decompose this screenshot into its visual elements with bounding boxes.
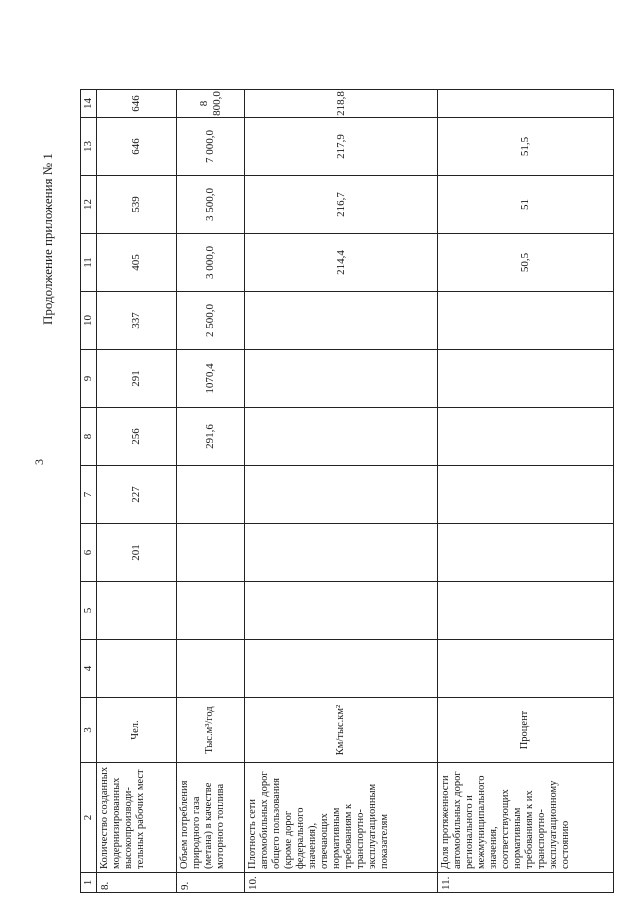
- value-cell: [177, 466, 245, 524]
- value-cell: [438, 350, 614, 408]
- table-row: [438, 90, 614, 893]
- page-number: 3: [32, 459, 46, 465]
- header-cell: 1: [81, 873, 97, 893]
- value-cell: 201: [97, 524, 177, 582]
- value-cell: 2 500,0: [177, 292, 245, 350]
- value-cell: [245, 466, 438, 524]
- value-cell: 291: [97, 350, 177, 408]
- header-cell: 14: [81, 90, 97, 118]
- continuation-title: Продолжение приложения № 1: [40, 153, 55, 325]
- header-cell: 12: [81, 176, 97, 234]
- unit-cell: Процент: [438, 698, 614, 763]
- value-cell: [438, 292, 614, 350]
- value-cell: [438, 524, 614, 582]
- header-cell: 11: [81, 234, 97, 292]
- header-cell: 8: [81, 408, 97, 466]
- header-cell: 3: [81, 698, 97, 763]
- table-row: [245, 90, 438, 893]
- value-cell: 539: [97, 176, 177, 234]
- value-cell: 3 500,0: [177, 176, 245, 234]
- value-cell: 3 000,0: [177, 234, 245, 292]
- value-cell: 217,9: [245, 118, 438, 176]
- header-cell: 13: [81, 118, 97, 176]
- indicators-table: [80, 89, 614, 893]
- value-cell: [245, 292, 438, 350]
- value-cell: [245, 524, 438, 582]
- value-cell: 1070,4: [177, 350, 245, 408]
- table-row: [97, 90, 177, 893]
- value-cell: [177, 582, 245, 640]
- header-cell: 10: [81, 292, 97, 350]
- table-row: [177, 90, 245, 893]
- value-cell: 218,8: [245, 90, 438, 118]
- value-cell: [177, 524, 245, 582]
- header-cell: 9: [81, 350, 97, 408]
- value-cell: [438, 640, 614, 698]
- header-cell: 6: [81, 524, 97, 582]
- value-cell: [438, 466, 614, 524]
- value-cell: 405: [97, 234, 177, 292]
- value-cell: 216,7: [245, 176, 438, 234]
- value-cell: [438, 582, 614, 640]
- value-cell: [97, 640, 177, 698]
- header-cell: 5: [81, 582, 97, 640]
- row-number: 11.: [438, 873, 614, 893]
- unit-cell: Чел.: [97, 698, 177, 763]
- value-cell: 291,6: [177, 408, 245, 466]
- value-cell: [245, 408, 438, 466]
- value-cell: 7 000,0: [177, 118, 245, 176]
- value-cell: [245, 582, 438, 640]
- value-cell: [245, 640, 438, 698]
- value-cell: [438, 408, 614, 466]
- value-cell: 646: [97, 90, 177, 118]
- value-cell: 51,5: [438, 118, 614, 176]
- row-number: 8.: [97, 873, 177, 893]
- header-cell: 7: [81, 466, 97, 524]
- value-cell: 51: [438, 176, 614, 234]
- value-cell: 50,5: [438, 234, 614, 292]
- unit-cell: Тыс.м³/год: [177, 698, 245, 763]
- value-cell: [97, 582, 177, 640]
- row-number: 9.: [177, 873, 245, 893]
- value-cell: [177, 640, 245, 698]
- indicator-name: Доля протяженности автомобильных дорог регионального и межмуниципального значения, соответствующих нормативным требованиям к их транспортно-эксплуатационному состоянию: [438, 763, 614, 873]
- value-cell: 646: [97, 118, 177, 176]
- value-cell: [438, 90, 614, 118]
- header-cell: 2: [81, 763, 97, 873]
- value-cell: 227: [97, 466, 177, 524]
- value-cell: 256: [97, 408, 177, 466]
- value-cell: 337: [97, 292, 177, 350]
- value-cell: [245, 350, 438, 408]
- indicator-name: Плотность сети автомобильных дорог общего пользования (кроме дорог федерального значения), отвечающих нормативным требованиям к транспортно-эксплуатационным показателям: [245, 763, 438, 873]
- unit-cell: Км/тыс.км²: [245, 698, 438, 763]
- indicator-name: Количество созданных модернизированных высокопроизводи-тельных рабочих мест: [97, 763, 177, 873]
- header-row: [81, 90, 97, 893]
- value-cell: 8 800,0: [177, 90, 245, 118]
- row-number: 10.: [245, 873, 438, 893]
- header-cell: 4: [81, 640, 97, 698]
- indicator-name: Объем потребления природного газа (метана) в качестве моторного топлива: [177, 763, 245, 873]
- value-cell: 214,4: [245, 234, 438, 292]
